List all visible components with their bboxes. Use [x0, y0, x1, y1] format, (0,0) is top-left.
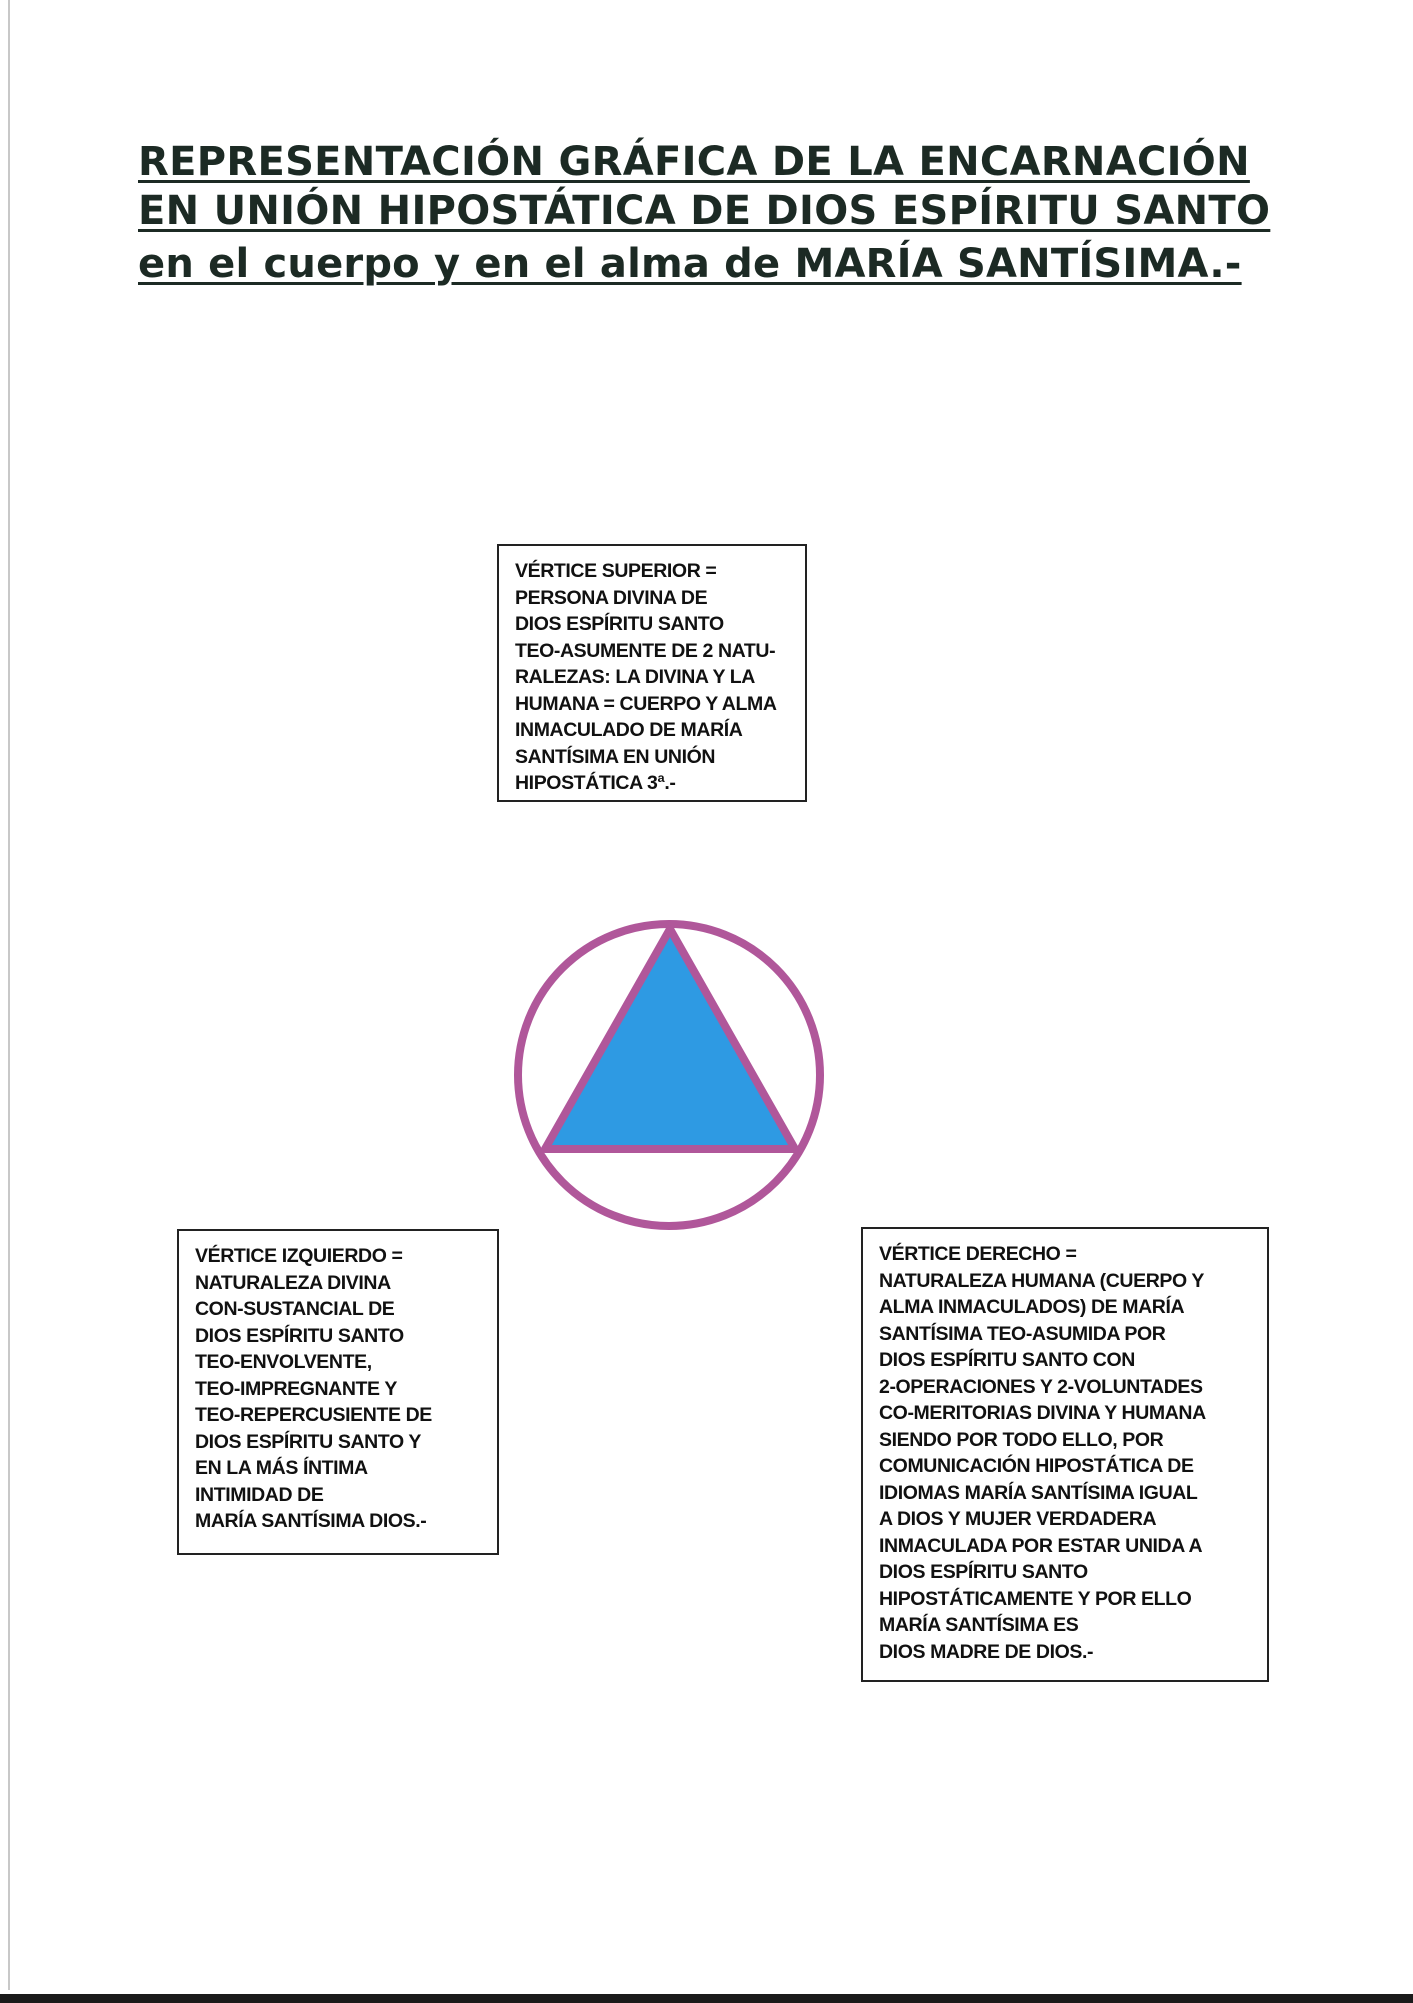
vertex-top-line: VÉRTICE SUPERIOR = [515, 560, 717, 582]
vertex-left-line: VÉRTICE IZQUIERDO = [195, 1245, 403, 1267]
vertex-right-line: IDIOMAS MARÍA SANTÍSIMA IGUAL [879, 1481, 1198, 1504]
vertex-top-box [497, 544, 807, 802]
inner-triangle [545, 929, 795, 1149]
vertex-left-line: NATURALEZA DIVINA [195, 1271, 391, 1294]
scan-edge-bottom [0, 1994, 1413, 2003]
vertex-right-line: INMACULADA POR ESTAR UNIDA A [879, 1534, 1203, 1557]
vertex-top-line: HUMANA = CUERPO Y ALMA [515, 692, 777, 715]
vertex-right-line: SIENDO POR TODO ELLO, POR [879, 1428, 1164, 1451]
vertex-left-line: DIOS ESPÍRITU SANTO Y [195, 1430, 422, 1453]
vertex-right-line: SANTÍSIMA TEO-ASUMIDA POR [879, 1322, 1166, 1345]
title-line-1: REPRESENTACIÓN GRÁFICA DE LA ENCARNACIÓN [138, 139, 1250, 185]
title-line-3: en el cuerpo y en el alma de MARÍA SANTÍSIMA.- [138, 240, 1242, 287]
vertex-top-line: TEO-ASUMENTE DE 2 NATU- [515, 639, 776, 662]
vertex-right-line: NATURALEZA HUMANA (CUERPO Y [879, 1269, 1205, 1292]
vertex-top-line: PERSONA DIVINA DE [515, 586, 708, 609]
vertex-left-line: EN LA MÁS ÍNTIMA [195, 1457, 368, 1479]
vertex-right-line: MARÍA SANTÍSIMA ES [879, 1614, 1079, 1636]
title-line-2: EN UNIÓN HIPOSTÁTICA DE DIOS ESPÍRITU SANTO [138, 187, 1271, 234]
vertex-right-line: COMUNICACIÓN HIPOSTÁTICA DE [879, 1455, 1194, 1477]
vertex-right-line: DIOS ESPÍRITU SANTO [879, 1561, 1088, 1583]
vertex-left-line: TEO-REPERCUSIENTE DE [195, 1404, 432, 1426]
vertex-right-line: 2-OPERACIONES Y 2-VOLUNTADES [879, 1375, 1203, 1398]
vertex-right-line: A DIOS Y MUJER VERDADERA [879, 1508, 1157, 1530]
vertex-left-line: INTIMIDAD DE [195, 1483, 324, 1506]
vertex-right-line: CO-MERITORIAS DIVINA Y HUMANA [879, 1402, 1206, 1424]
vertex-left-line: TEO-ENVOLVENTE, [195, 1351, 372, 1373]
vertex-left-line: CON-SUSTANCIAL DE [195, 1298, 395, 1320]
scan-edge-left [8, 0, 10, 1990]
vertex-top-line: RALEZAS: LA DIVINA Y LA [515, 666, 755, 688]
vertex-top-line: HIPOSTÁTICA 3ª.- [515, 772, 676, 794]
vertex-left-line: MARÍA SANTÍSIMA DIOS.- [195, 1510, 427, 1532]
vertex-right-box [861, 1227, 1269, 1682]
vertex-right-line: DIOS ESPÍRITU SANTO CON [879, 1349, 1135, 1371]
vertex-top-line: SANTÍSIMA EN UNIÓN [515, 745, 716, 768]
vertex-left-line: DIOS ESPÍRITU SANTO [195, 1324, 404, 1347]
vertex-right-line: ALMA INMACULADOS) DE MARÍA [879, 1296, 1185, 1318]
vertex-left-line: TEO-IMPREGNANTE Y [195, 1377, 397, 1400]
page-title [138, 138, 1271, 288]
vertex-top-line: DIOS ESPÍRITU SANTO [515, 613, 724, 635]
vertex-top-line: INMACULADO DE MARÍA [515, 719, 743, 741]
vertex-right-line: HIPOSTÁTICAMENTE Y POR ELLO [879, 1587, 1192, 1610]
vertex-right-line: VÉRTICE DERECHO = [879, 1243, 1077, 1265]
vertex-left-box [177, 1229, 499, 1555]
trinity-diagram [510, 920, 830, 1240]
vertex-right-line: DIOS MADRE DE DIOS.- [879, 1640, 1094, 1663]
